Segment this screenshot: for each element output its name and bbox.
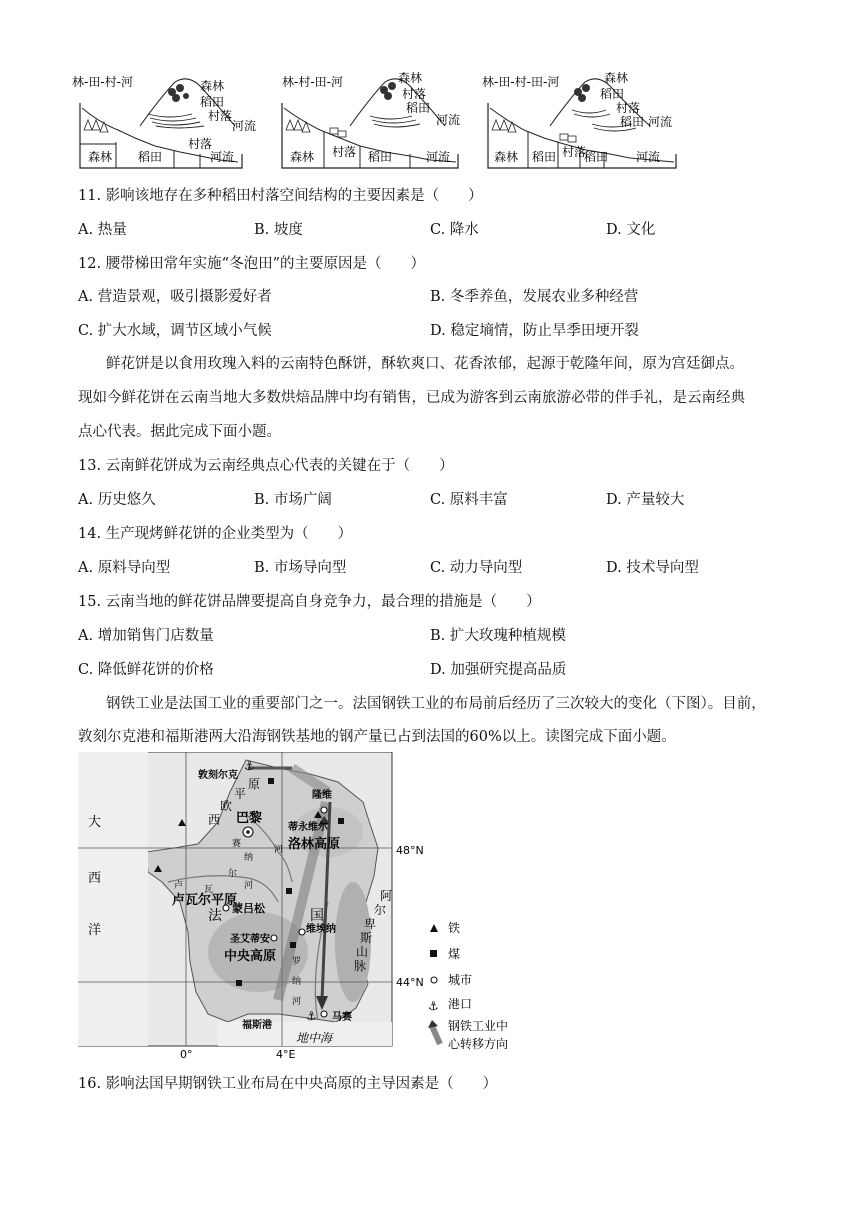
- map-label-med: 地中海: [296, 1031, 333, 1045]
- map-label-central: 中央高原: [224, 949, 277, 964]
- map-label-marseille: 马赛: [332, 1012, 352, 1023]
- map-label-alps-a: 阿: [380, 889, 393, 903]
- q13-option-c[interactable]: C. 原料丰富: [430, 492, 508, 508]
- map-label-lat48: 48°N: [396, 844, 424, 857]
- svg-text:⚓: ⚓: [306, 1009, 317, 1023]
- map-label-mengluson: 蒙吕松: [232, 902, 265, 915]
- map-label-he3: 河: [292, 997, 302, 1007]
- passage-flower-cake-line-2: 现如今鲜花饼在云南当地大多数烘焙品牌中均有销售，已成为游客到云南旅游必带的伴手礼，是云南经典: [78, 390, 745, 406]
- q12-option-a[interactable]: A. 营造景观，吸引摄影爱好者: [78, 289, 272, 305]
- q12-option-c[interactable]: C. 扩大水域，调节区域小气候: [78, 323, 272, 339]
- q12-option-b[interactable]: B. 冬季养鱼，发展农业多种经营: [430, 289, 639, 305]
- diagram-2-top-1: 村落: [402, 87, 427, 101]
- map-label-alps-bei: 卑: [364, 917, 377, 931]
- map-label-wa: 瓦: [204, 885, 214, 895]
- question-12-stem: 12. 腰带梯田常年实施“冬泡田”的主要原因是（ ）: [78, 256, 425, 272]
- map-label-tiyongweier: 蒂永维尔: [288, 822, 328, 833]
- legend-city: 城市: [448, 973, 473, 987]
- map-label-fos: 福斯港: [242, 1020, 272, 1031]
- diagram-3-top-0: 森林: [604, 71, 629, 85]
- diagram-3-top-1: 稻田: [600, 87, 625, 101]
- passage-flower-cake-line-1: 鲜花饼是以食用玫瑰入料的云南特色酥饼，酥软爽口、花香浓郁，起源于乾隆年间，原为宫廷御点。: [106, 356, 744, 372]
- map-label-alps-si: 斯: [360, 931, 373, 945]
- map-label-bali: 巴黎: [236, 811, 263, 826]
- diagram-1-bottom-1: 稻田: [138, 150, 163, 164]
- map-label-fa: 法: [208, 908, 222, 924]
- q11-option-b[interactable]: B. 坡度: [254, 222, 303, 238]
- map-label-lon0: 0°: [180, 1048, 193, 1060]
- map-label-guo: 国: [310, 908, 324, 924]
- legend-shift-2: 心转移方向: [448, 1037, 509, 1051]
- q11-option-a[interactable]: A. 热量: [78, 222, 127, 238]
- diagram-1: [72, 74, 256, 168]
- q13-option-d[interactable]: D. 产量较大: [606, 492, 685, 508]
- diagram-3: [482, 70, 676, 168]
- legend-iron: 铁: [448, 921, 461, 935]
- q11-option-d[interactable]: D. 文化: [606, 222, 656, 238]
- svg-text:⚓: ⚓: [244, 759, 255, 773]
- map-label-na: 纳: [244, 853, 254, 863]
- map-label-na2: 纳: [292, 977, 302, 987]
- q15-option-b[interactable]: B. 扩大玫瑰种植规模: [430, 628, 566, 644]
- diagram-1-bottom-2: 村落: [188, 137, 213, 151]
- map-label-lu: 卢: [174, 881, 184, 891]
- diagram-3-bottom-2: 村落: [562, 145, 587, 159]
- diagram-1-top-3: 河流: [232, 119, 257, 133]
- diagram-3-title: 林-田-村-田-河: [482, 75, 560, 89]
- map-label-alps-shan: 山: [356, 945, 369, 959]
- passage-steel-line-2: 敦刻尔克港和福斯港两大沿海钢铁基地的钢产量已占到法国的60%以上。读图完成下面小题。: [78, 729, 676, 745]
- legend-port: 港口: [448, 997, 473, 1011]
- diagram-2-bottom-3: 河流: [426, 150, 451, 164]
- map-label-alps-mai: 脉: [354, 959, 367, 973]
- q14-option-b[interactable]: B. 市场导向型: [254, 560, 347, 576]
- diagram-3-bottom-1: 稻田: [532, 150, 557, 164]
- legend-shift-1: 钢铁工业中: [448, 1019, 509, 1033]
- diagram-2: [282, 70, 460, 168]
- map-label-longwei: 隆维: [312, 790, 332, 801]
- diagram-3-bottom-0: 森林: [494, 150, 519, 164]
- map-legend: [428, 920, 508, 1051]
- diagram-3-top-4: 河流: [648, 115, 673, 129]
- q15-option-a[interactable]: A. 增加销售门店数量: [78, 628, 214, 644]
- terrace-diagrams: [70, 68, 690, 178]
- svg-text:⚓: ⚓: [428, 999, 439, 1013]
- map-label-lon4: 4°E: [276, 1048, 296, 1060]
- terrace-diagrams-svg: [70, 68, 690, 178]
- q15-option-d[interactable]: D. 加强研究提高品质: [430, 662, 567, 678]
- diagram-1-top-0: 森林: [200, 79, 225, 93]
- question-16-stem: 16. 影响法国早期钢铁工业布局在中央高原的主导因素是（ ）: [78, 1076, 498, 1092]
- map-label-he2: 河: [244, 881, 254, 891]
- question-15-stem: 15. 云南当地的鲜花饼品牌要提高自身竞争力，最合理的措施是（ ）: [78, 594, 541, 610]
- question-14-stem: 14. 生产现烤鲜花饼的企业类型为（ ）: [78, 526, 353, 542]
- diagram-1-top-2: 村落: [208, 109, 233, 123]
- map-label-lat44: 44°N: [396, 976, 424, 989]
- q14-option-a[interactable]: A. 原料导向型: [78, 560, 171, 576]
- diagram-2-title: 林-村-田-河: [282, 75, 343, 89]
- diagram-2-top-2: 稻田: [406, 101, 431, 115]
- q14-option-c[interactable]: C. 动力导向型: [430, 560, 523, 576]
- question-11-stem: 11. 影响该地存在多种稻田村落空间结构的主要因素是（ ）: [78, 188, 483, 204]
- map-label-lorraine: 洛林高原: [288, 837, 341, 852]
- legend-coal: 煤: [448, 947, 461, 961]
- diagram-3-bottom-4: 河流: [636, 150, 661, 164]
- map-label-dunkirk: 敦刻尔克: [198, 770, 238, 781]
- q13-option-a[interactable]: A. 历史悠久: [78, 492, 156, 508]
- map-label-ping: 平: [234, 787, 247, 801]
- q13-option-b[interactable]: B. 市场广阔: [254, 492, 332, 508]
- diagram-1-title: 林-田-村-河: [72, 75, 133, 89]
- diagram-1-bottom-3: 河流: [210, 150, 235, 164]
- map-label-weiaina: 维埃纳: [306, 924, 336, 935]
- map-label-yang: 洋: [88, 923, 102, 938]
- map-label-luo: 罗: [292, 957, 302, 967]
- map-label-loire-plain: 卢瓦尔平原: [172, 893, 238, 908]
- france-steel-map: [78, 752, 548, 1060]
- diagram-2-bottom-2: 稻田: [368, 150, 393, 164]
- diagram-3-bottom-3: 稻田: [584, 150, 609, 164]
- diagram-1-bottom-0: 森林: [88, 150, 113, 164]
- map-label-shengaitian: 圣艾蒂安: [230, 934, 270, 945]
- passage-flower-cake-line-3: 点心代表。据此完成下面小题。: [78, 424, 281, 440]
- q15-option-c[interactable]: C. 降低鲜花饼的价格: [78, 662, 214, 678]
- map-label-xi1: 西: [208, 813, 221, 827]
- diagram-3-top-3: 稻田: [620, 115, 645, 129]
- diagram-2-bottom-1: 村落: [332, 145, 357, 159]
- map-label-he: 河: [274, 845, 284, 855]
- q12-option-d[interactable]: D. 稳定墒情，防止旱季田埂开裂: [430, 323, 639, 339]
- diagram-2-bottom-0: 森林: [290, 150, 315, 164]
- map-label-xi2: 西: [88, 871, 102, 886]
- map-label-ou: 欧: [220, 799, 233, 813]
- diagram-1-top-1: 稻田: [200, 95, 225, 109]
- diagram-2-top-0: 森林: [398, 71, 423, 85]
- france-steel-map-svg: [78, 752, 548, 1060]
- map-label-er: 尔: [228, 869, 238, 879]
- map-label-sai: 赛: [232, 839, 242, 849]
- map-label-alps-er: 尔: [374, 903, 387, 917]
- diagram-2-top-3: 河流: [436, 113, 461, 127]
- map-label-yuan: 原: [248, 777, 261, 791]
- q11-option-c[interactable]: C. 降水: [430, 222, 479, 238]
- diagram-3-top-2: 村落: [616, 101, 641, 115]
- map-label-da: 大: [88, 815, 102, 830]
- question-13-stem: 13. 云南鲜花饼成为云南经典点心代表的关键在于（ ）: [78, 458, 454, 474]
- passage-steel-line-1: 钢铁工业是法国工业的重要部门之一。法国钢铁工业的布局前后经历了三次较大的变化（下图）。目前，: [106, 696, 766, 712]
- q14-option-d[interactable]: D. 技术导向型: [606, 560, 699, 576]
